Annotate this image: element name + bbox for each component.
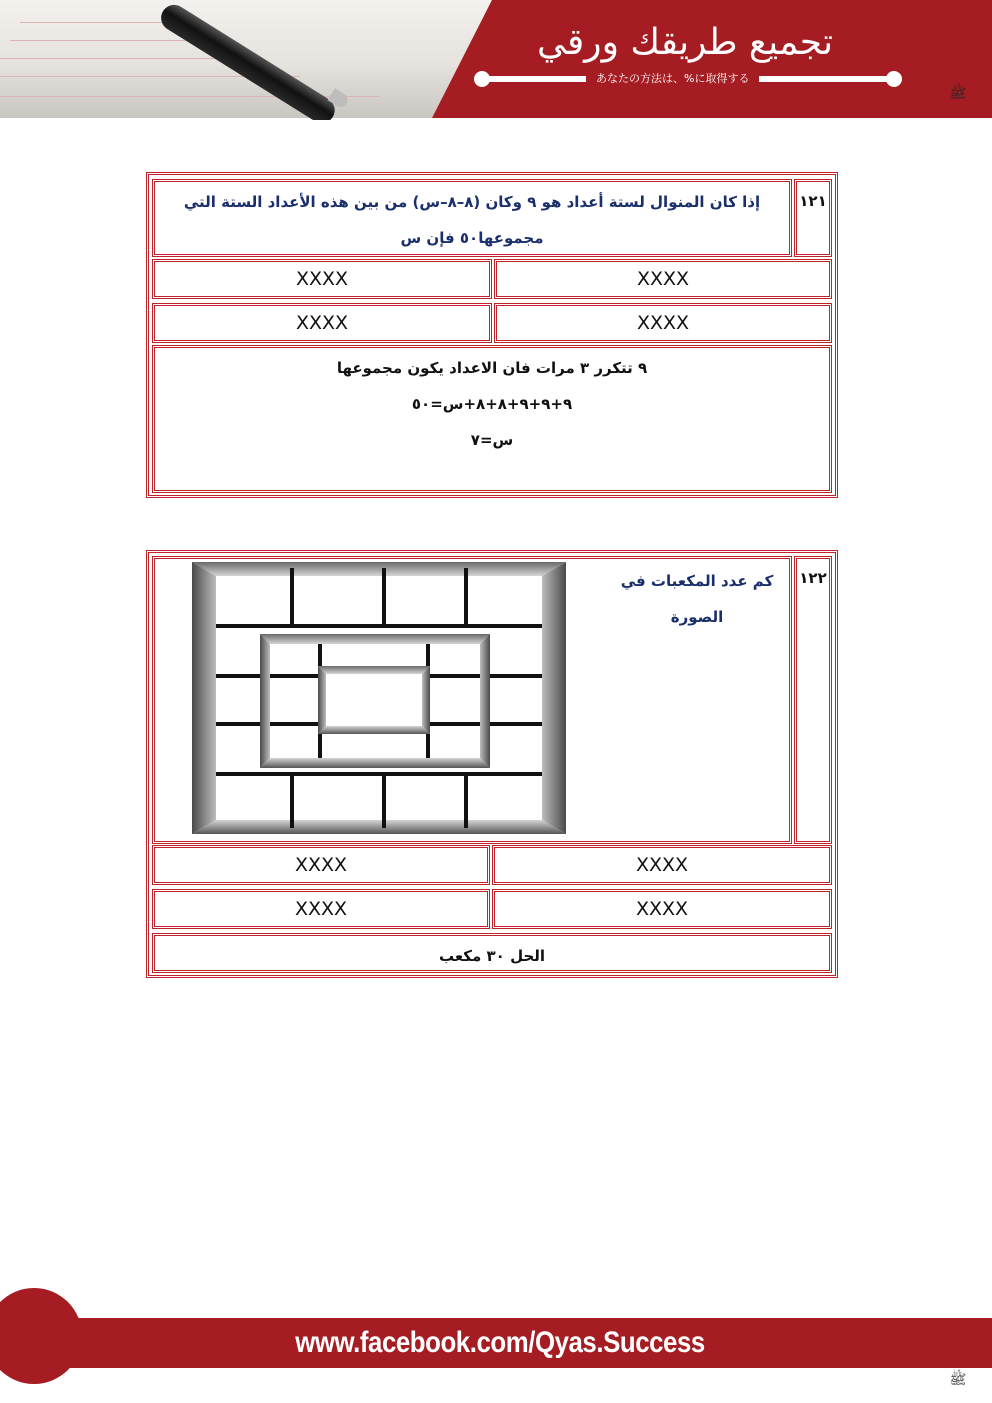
solution-cell xyxy=(152,345,832,493)
footer-logo-icon: ﷺ xyxy=(949,1372,967,1388)
cubes-picture xyxy=(192,562,566,834)
question-121-table xyxy=(146,172,838,498)
logo-icon: ﷺ xyxy=(949,86,967,102)
header-subtitle: あなたの方法は、%に取得する xyxy=(586,70,759,88)
question-text-line-1: كم عدد المكعبات في xyxy=(620,572,774,590)
option-c[interactable]: XXXX xyxy=(494,303,832,343)
solution-cell xyxy=(152,933,832,973)
question-text-line-2: الصورة xyxy=(670,608,724,626)
option-c[interactable]: XXXX xyxy=(492,889,832,929)
option-a[interactable]: XXXX xyxy=(494,259,832,299)
solution-line-3: س=٧ xyxy=(470,431,514,449)
option-b[interactable]: XXXX xyxy=(152,845,490,885)
question-text-line-2: مجموعها٥٠ فإن س xyxy=(400,229,544,247)
question-text-cell xyxy=(152,179,792,257)
footer-facebook-link[interactable]: www.facebook.com/Qyas.Success xyxy=(295,1326,705,1359)
option-a[interactable]: XXXX xyxy=(492,845,832,885)
page-header xyxy=(0,0,992,120)
option-d[interactable]: XXXX xyxy=(152,889,490,929)
question-text-line-1: إذا كان المنوال لستة أعداد هو ٩ وكان (٨–٨–س) من بين هذه الأعداد الستة التي xyxy=(183,193,761,211)
footer-circle xyxy=(0,1288,82,1384)
question-number: ١٢٢ xyxy=(799,569,827,587)
question-number-cell xyxy=(794,179,832,257)
option-b[interactable]: XXXX xyxy=(152,259,492,299)
header-title: تجميع طريقك ورقي xyxy=(536,22,834,63)
solution-line-1: ٩ تتكرر ٣ مرات فان الاعداد يكون مجموعها xyxy=(336,359,648,377)
solution-line-1: الحل ٣٠ مكعب xyxy=(438,947,546,965)
pen-image xyxy=(156,0,339,120)
question-number: ١٢١ xyxy=(799,192,827,210)
option-d[interactable]: XXXX xyxy=(152,303,492,343)
solution-line-2: ٩+٩+٩+٨+٨+س=٥٠ xyxy=(411,395,573,413)
